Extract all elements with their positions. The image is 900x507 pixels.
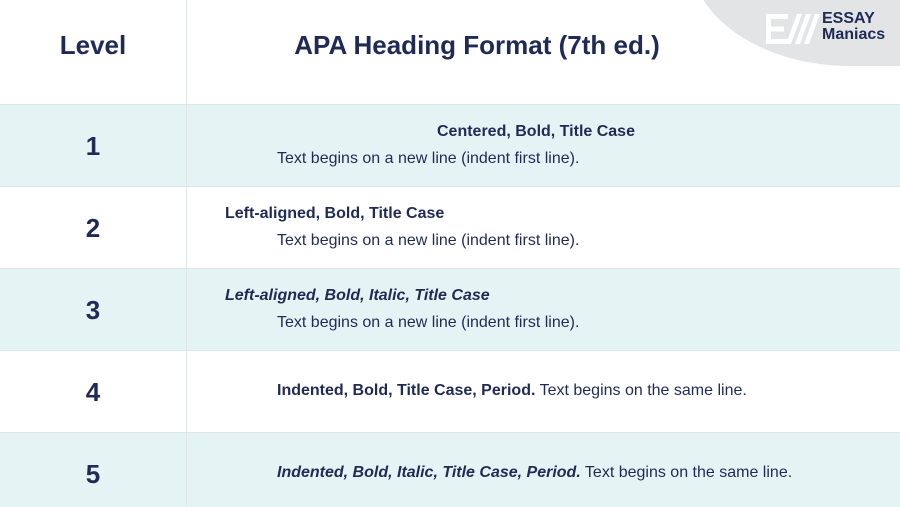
body-format: Text begins on a new line (indent first line). <box>277 232 580 249</box>
logo-line-1: ESSAY <box>822 10 875 27</box>
body-format: Text begins on the same line. <box>580 464 793 481</box>
level-number: 2 <box>85 213 101 243</box>
level-number: 4 <box>85 377 101 407</box>
column-divider <box>186 0 187 506</box>
level-number: 5 <box>85 459 101 489</box>
level-number: 3 <box>85 295 101 325</box>
heading-format: Left-aligned, Bold, Title Case <box>225 205 445 222</box>
heading-format: Left-aligned, Bold, Italic, Title Case <box>225 287 490 304</box>
level-number: 1 <box>85 131 101 161</box>
body-format: Text begins on a new line (indent first line). <box>277 314 580 331</box>
heading-format: Indented, Bold, Title Case, Period. <box>277 382 536 399</box>
body-format: Text begins on a new line (indent first line). <box>277 150 580 167</box>
heading-format: Indented, Bold, Italic, Title Case, Period. <box>277 464 581 481</box>
level-column-header: Level <box>59 30 127 60</box>
heading-format: Centered, Bold, Title Case <box>437 123 635 140</box>
run-in-format <box>277 382 747 400</box>
logo-text <box>822 11 885 43</box>
essay-maniacs-logo-icon <box>766 14 820 44</box>
logo-line-2: Maniacs <box>822 26 886 43</box>
body-format: Text begins on the same line. <box>535 382 747 399</box>
run-in-format <box>277 464 792 482</box>
table-title: APA Heading Format (7th ed.) <box>294 30 660 60</box>
